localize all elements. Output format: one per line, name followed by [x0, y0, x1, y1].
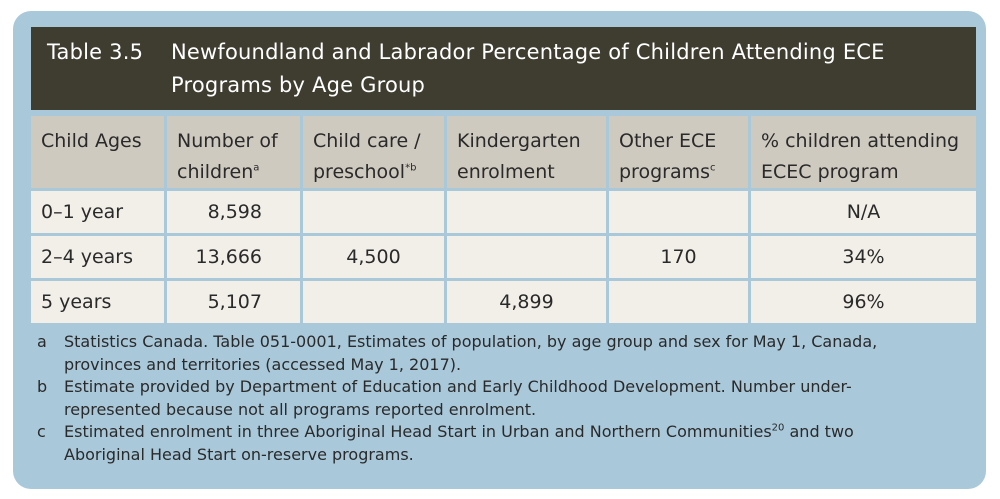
cell-kindergarten: 4,899	[447, 281, 609, 323]
footnote-ref-c: c	[710, 162, 716, 174]
cell-childcare	[303, 281, 447, 323]
cell-childcare: 4,500	[303, 236, 447, 278]
header-other-ece: Other ECE programs$^c$	[609, 116, 751, 188]
header-child-ages: Child Ages	[31, 116, 167, 188]
footnote-text: Statistics Canada. Table 051-0001, Estimates of population, by age group and sex for May 1, Canada,	[64, 332, 878, 351]
header-percent-attending: % children attending ECEC program	[751, 116, 976, 188]
footnote-text: Estimated enrolment in three Aboriginal Head Start in Urban and Northern Communities$^{20}$ and two	[64, 422, 854, 441]
footnote-letter: b	[37, 377, 48, 396]
footnote-letter: a	[37, 332, 47, 351]
footnote-a	[37, 331, 967, 376]
footnote-text: provinces and territories (accessed May 1, 2017).	[64, 354, 462, 374]
cell-kindergarten	[447, 236, 609, 278]
header-child-care: Child care / preschool$^{*b}$	[303, 116, 447, 188]
cell-percent: N/A	[751, 191, 976, 233]
table-row	[31, 236, 976, 278]
footnote-text: Aboriginal Head Start on-reserve programs.	[64, 444, 414, 464]
footnote-text: represented because not all programs reported enrolment.	[64, 399, 537, 419]
table-title-line1: Newfoundland and Labrador Percentage of Children Attending ECE	[171, 40, 885, 64]
footnote-ref-a: a	[253, 162, 260, 174]
footnote-superscript: 20	[771, 422, 785, 434]
footnotes	[37, 331, 967, 466]
cell-number: 13,666	[167, 236, 303, 278]
footnote-text: Estimate provided by Department of Education and Early Childhood Development. Number under-	[64, 377, 852, 396]
table-row	[31, 281, 976, 323]
ece-table	[31, 113, 976, 326]
footnote-letter: c	[37, 422, 46, 441]
footnote-b	[37, 376, 967, 421]
cell-other	[609, 281, 751, 323]
cell-number: 5,107	[167, 281, 303, 323]
cell-other: 170	[609, 236, 751, 278]
cell-age: 2–4 years	[31, 236, 167, 278]
table-row	[31, 191, 976, 233]
cell-childcare	[303, 191, 447, 233]
cell-percent: 96%	[751, 281, 976, 323]
cell-age: 5 years	[31, 281, 167, 323]
cell-kindergarten	[447, 191, 609, 233]
header-kindergarten: Kindergarten enrolment	[447, 116, 609, 188]
cell-number: 8,598	[167, 191, 303, 233]
footnote-c	[37, 421, 967, 466]
footnote-ref-b: *b	[405, 162, 417, 174]
table-title-line2: Programs by Age Group	[171, 73, 426, 97]
header-row	[31, 116, 976, 188]
table-title-bar	[31, 27, 976, 110]
table-number: Table 3.5	[47, 40, 144, 64]
cell-other	[609, 191, 751, 233]
cell-age: 0–1 year	[31, 191, 167, 233]
table-panel	[13, 11, 986, 489]
header-number-of-children: Number of children$^a$	[167, 116, 303, 188]
cell-percent: 34%	[751, 236, 976, 278]
